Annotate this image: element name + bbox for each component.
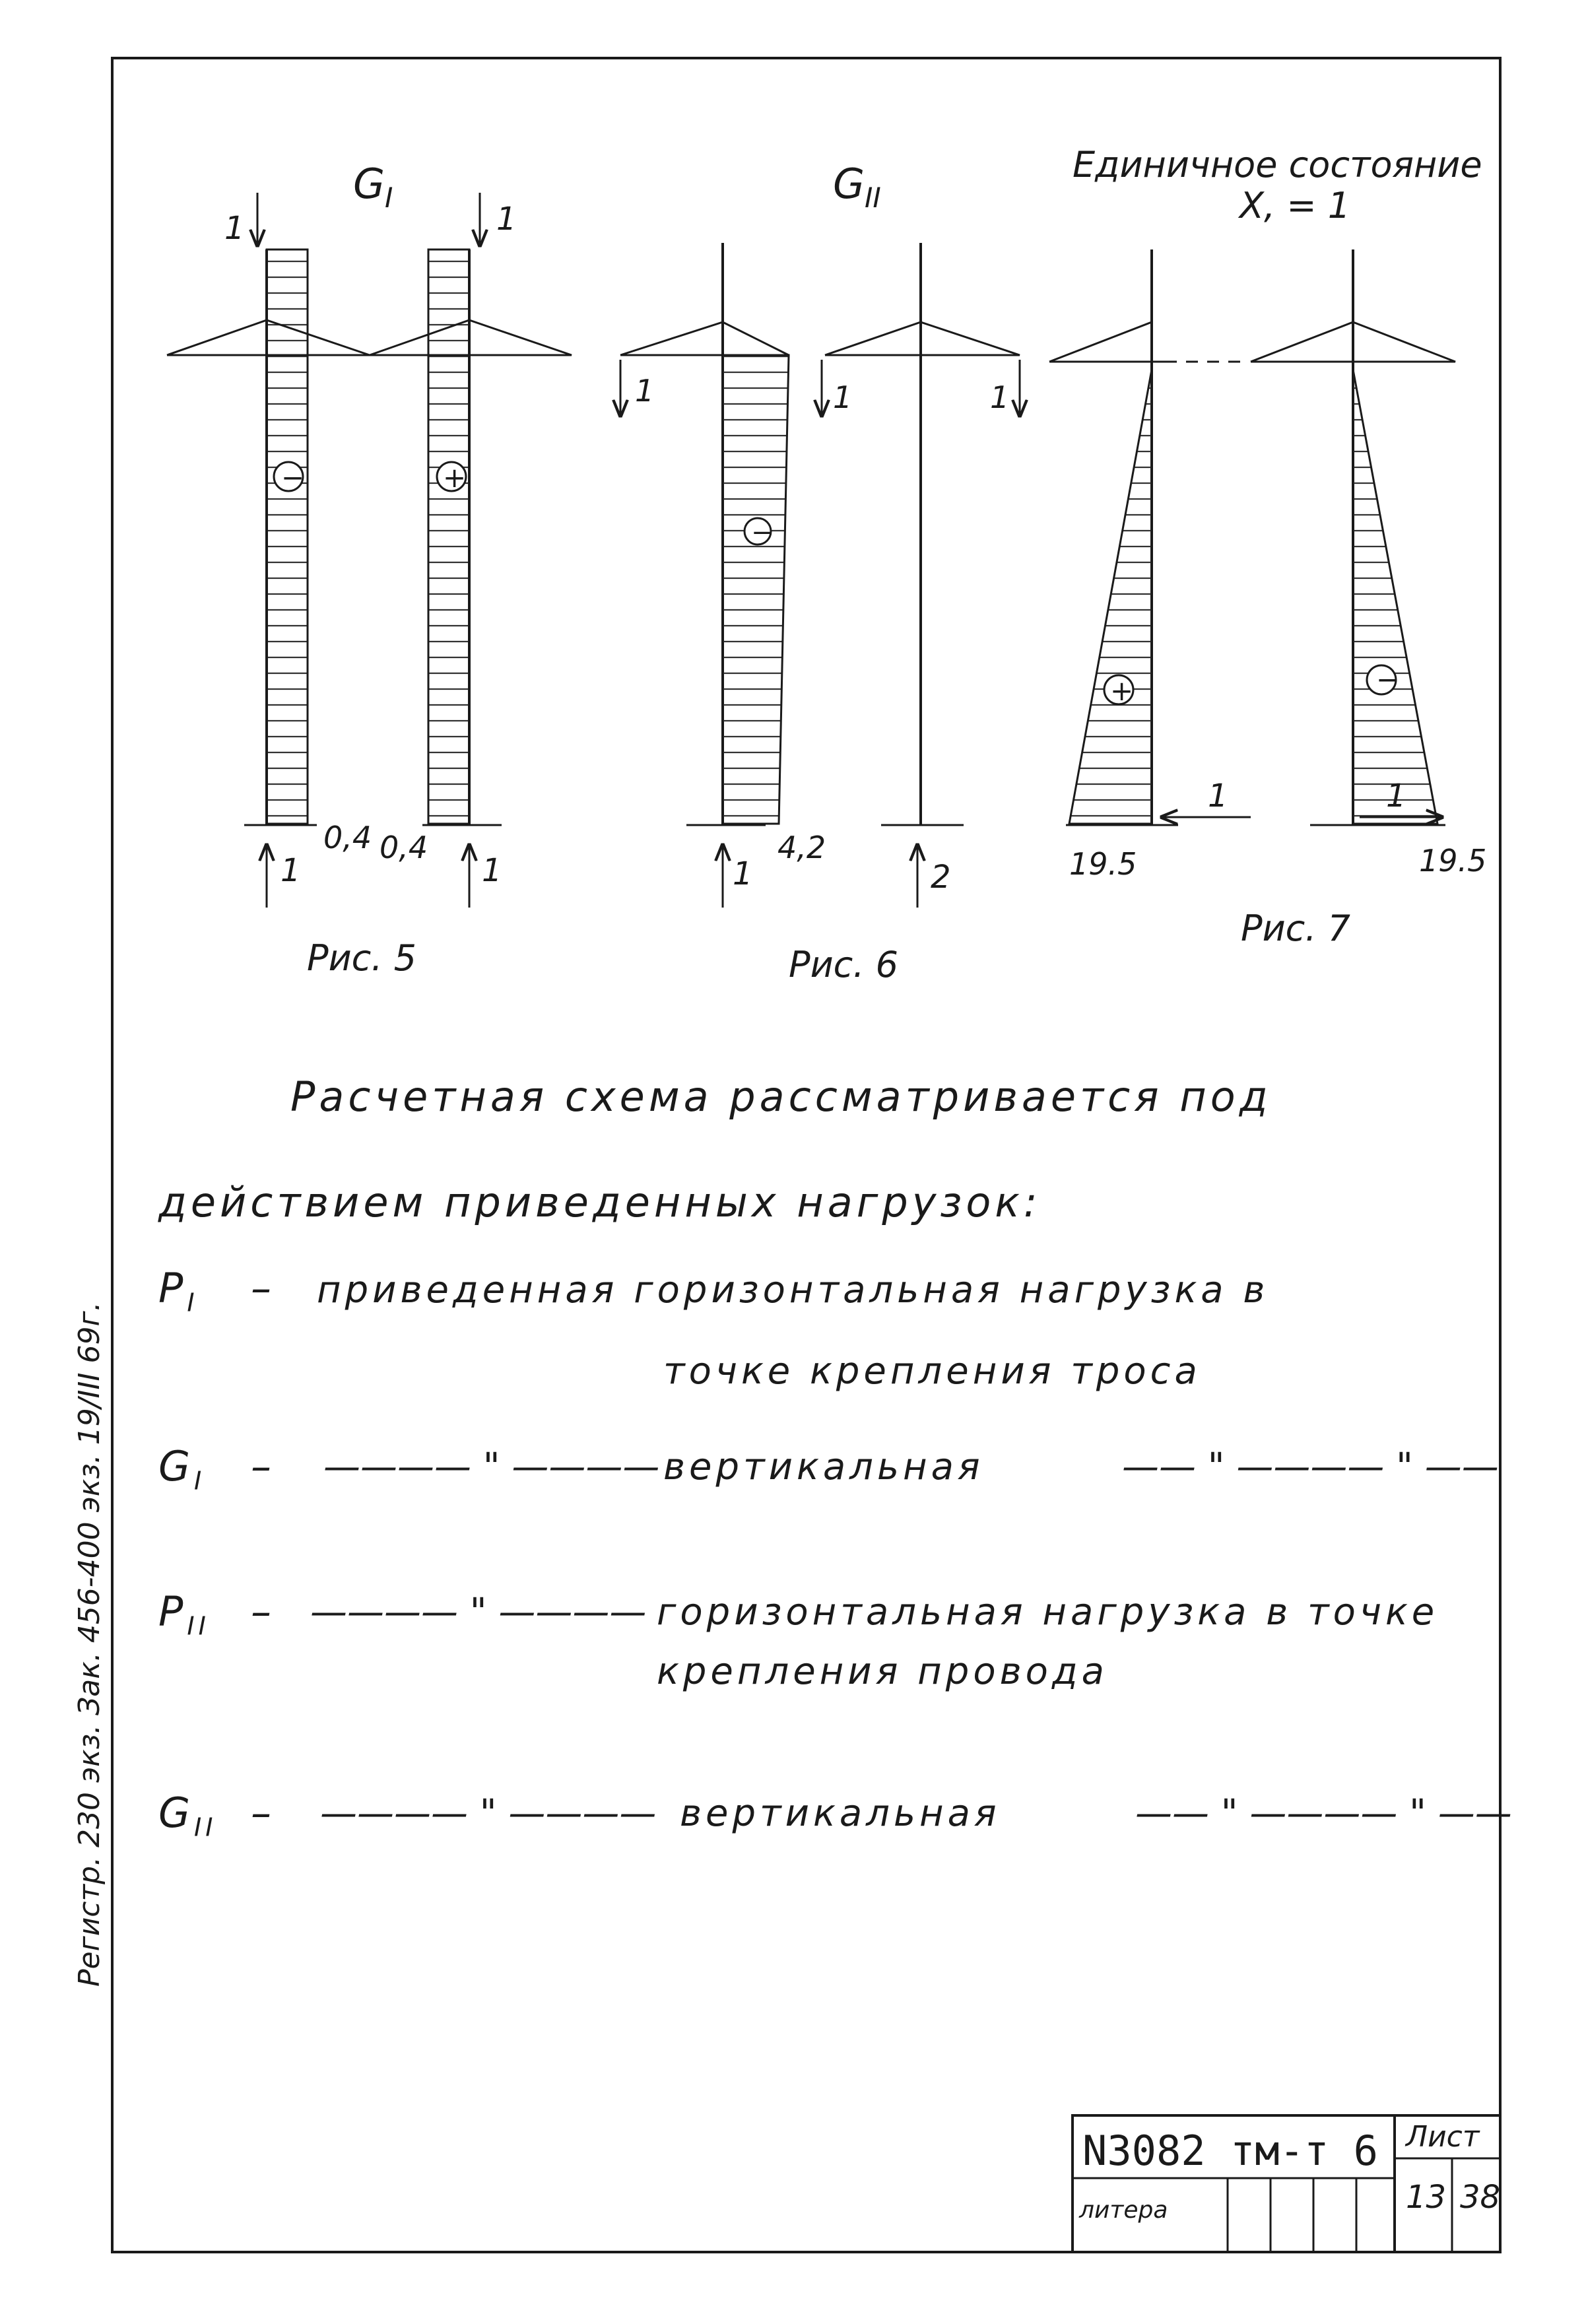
item-g1-text: вертикальная	[663, 1445, 984, 1488]
stamp-code: N3082 тм-т 6	[1082, 2127, 1378, 2175]
fig5-right-value: 0,4	[380, 830, 428, 865]
item-p2-ditto1: ———— " ————	[310, 1591, 647, 1634]
item-g2-dash: –	[251, 1789, 275, 1837]
figure-5	[167, 160, 572, 979]
fig7-right-force: 1	[1386, 778, 1406, 814]
fig6-load-label: $G_{II}$	[833, 160, 881, 214]
fig5-left-sign: −	[281, 461, 305, 494]
fig6-force-3: 1	[990, 380, 1010, 415]
item-p1-text: приведенная горизонтальная нагрузка в	[317, 1269, 1269, 1311]
item-p2-text2: крепления провода	[657, 1650, 1108, 1693]
item-p1-symbol: $P_I$	[158, 1264, 199, 1317]
item-g1-dash: –	[251, 1442, 275, 1490]
item-g1-symbol: $G_I$	[158, 1442, 206, 1496]
title-block	[1073, 2115, 1500, 2252]
body-line-2: действием приведенных нагрузок:	[158, 1178, 1041, 1226]
fig5-caption: Рис. 5	[307, 937, 417, 979]
item-p1-text2: точке крепления троса	[663, 1350, 1201, 1393]
fig6-reaction-left: 1	[733, 855, 753, 892]
stamp-sheet-label: Лист	[1406, 2120, 1480, 2154]
fig6-value: 4,2	[777, 830, 826, 865]
fig5-left-top-force: 1	[224, 210, 245, 247]
fig5-right-sign: +	[443, 461, 467, 494]
sheet-frame	[112, 58, 1500, 2252]
item-g2-symbol: $G_{II}$	[158, 1789, 217, 1842]
fig5-left-reaction: 1	[281, 852, 301, 889]
fig7-left-sign: +	[1110, 675, 1134, 707]
item-p2-dash: –	[251, 1587, 275, 1636]
item-g2-ditto1: ———— " ————	[320, 1792, 657, 1835]
fig7-left-force: 1	[1208, 778, 1228, 814]
fig6-right-crossarm	[825, 322, 1020, 355]
fig7-right-value: 19.5	[1419, 843, 1487, 879]
fig6-reaction-right: 2	[931, 859, 951, 896]
stamp-litera-label: литера	[1079, 2197, 1168, 2224]
unit-state-line2: X, = 1	[1239, 185, 1351, 226]
figure-7	[1049, 144, 1486, 949]
item-g1-ditto1: ———— " ————	[323, 1445, 660, 1488]
fig5-left-value: 0,4	[323, 820, 372, 855]
item-p1-dash: –	[251, 1264, 275, 1312]
fig7-right-sign: −	[1376, 663, 1400, 696]
fig6-force-1: 1	[635, 373, 655, 409]
fig5-right-reaction: 1	[482, 852, 502, 889]
body-line-1: Расчетная схема рассматривается под	[290, 1073, 1272, 1121]
fig7-right-diagram	[1353, 370, 1437, 824]
fig7-left-crossarm	[1049, 322, 1152, 362]
item-g2-ditto2: —— " ———— " ——	[1135, 1792, 1512, 1835]
stamp-sheet-total: 38	[1460, 2179, 1501, 2216]
fig5-load-label: $G_I$	[353, 160, 393, 214]
unit-state-line1: Единичное состояние	[1073, 144, 1482, 185]
fig5-right-diagram	[428, 249, 469, 824]
fig5-left-diagram	[267, 249, 308, 824]
fig6-force-2: 1	[833, 380, 853, 415]
item-g2-text: вертикальная	[680, 1792, 1001, 1835]
figure-6	[620, 160, 1020, 985]
fig5-right-top-force: 1	[496, 201, 517, 238]
stamp-sheet-no: 13	[1406, 2179, 1447, 2216]
fig7-left-diagram	[1069, 370, 1152, 824]
fig6-left-diagram	[723, 355, 789, 824]
fig6-sign: −	[751, 517, 774, 548]
fig6-caption: Рис. 6	[789, 944, 899, 985]
margin-note: Регистр. 230 экз. Зак. 456-400 экз. 19/III 69г.	[73, 1302, 106, 1987]
fig6-left-crossarm	[620, 322, 789, 355]
item-g1-ditto2: —— " ———— " ——	[1122, 1445, 1499, 1488]
fig7-caption: Рис. 7	[1241, 908, 1351, 949]
item-p2-text: горизонтальная нагрузка в точке	[657, 1591, 1439, 1634]
fig7-left-value: 19.5	[1069, 846, 1137, 882]
item-p2-symbol: $P_{II}$	[158, 1587, 210, 1641]
